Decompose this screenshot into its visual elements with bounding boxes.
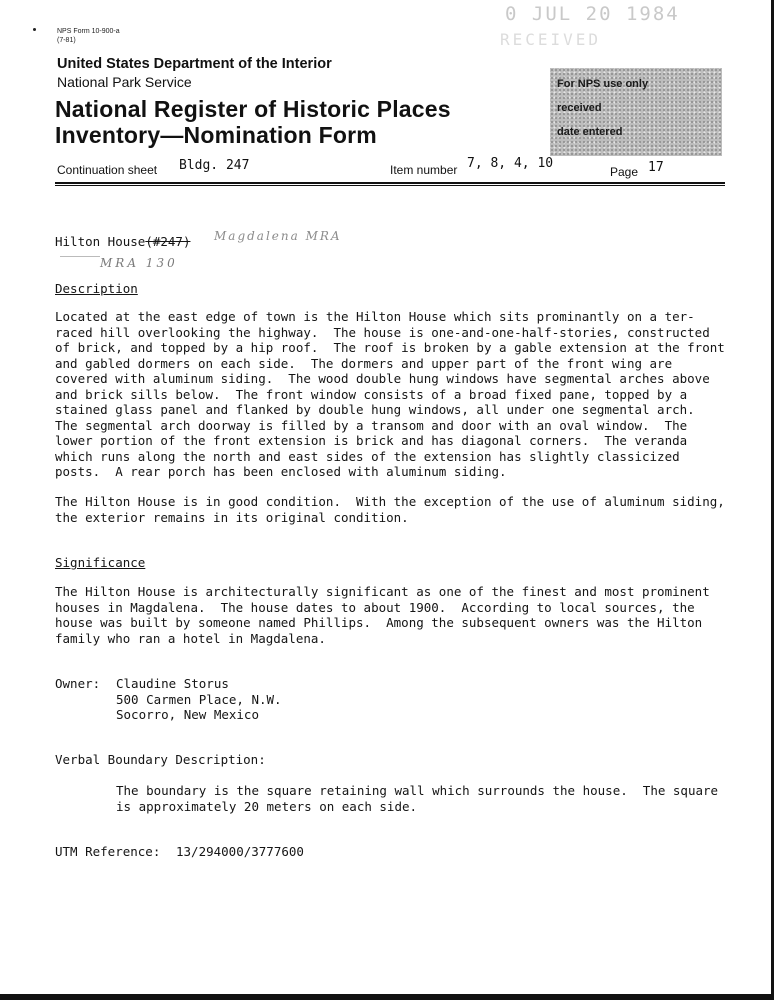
received-stamp: 0 JUL 20 1984 (505, 3, 680, 25)
handwritten-underline (60, 256, 100, 257)
struck-property-number: (#247) (145, 234, 191, 249)
date-entered-label: date entered (557, 126, 623, 138)
service-name: National Park Service (57, 74, 192, 90)
owner-address: Claudine Storus 500 Carmen Place, N.W. Socorro, New Mexico (116, 676, 282, 722)
description-heading: Description (55, 281, 138, 296)
received-label: received (557, 102, 602, 114)
form-date: (7-81) (57, 37, 76, 44)
header-rule-thin (55, 185, 725, 186)
form-number-block (57, 27, 120, 45)
form-title-line1: National Register of Historic Places (55, 96, 451, 122)
scan-edge-bottom (0, 994, 774, 1000)
significance-paragraph: The Hilton House is architecturally significant as one of the finest and most prominent houses in Magdalena. The house dates to about 1900. According to local sources, the house was built by someone named Phillips. Among the subsequent owners was the Hilton family who ran a hotel in Magdalena. (55, 584, 710, 646)
received-stamp-2: RECEIVED (500, 30, 602, 49)
item-number-value: 7, 8, 4, 10 (467, 156, 554, 171)
handwritten-annotation: Magdalena MRA (214, 229, 342, 243)
department-name: United States Department of the Interior (57, 56, 332, 72)
form-title-line2: Inventory—Nomination Form (55, 122, 377, 148)
significance-heading: Significance (55, 555, 146, 570)
utm-value: 13/294000/3777600 (176, 844, 304, 859)
description-paragraph-1: Located at the east edge of town is the Hilton House which sits prominantly on a ter- raced hill overlooking the highway. The house is one-and-one-half-stories, constructed of brick, and topped by a hip roof. The roof is broken by a gable extension at the front and gabled dormers on each side. The dormers and upper part of the front wing are covered with aluminum siding. The wood double hung windows have segmental arches above and brick sills below. The front window consists of a broad fixed pane, topped by a stained glass panel and flanked by double hung windows, all under one segmental arch. The segmental arch doorway is filled by a transom and door with an oval window. The lower portion of the front extension is brick and has diagonal corners. The veranda which runs along the north and east sides of the extension has slightly classicized posts. A rear porch has been enclosed with aluminum siding. (55, 309, 725, 479)
margin-mark (33, 28, 36, 31)
nps-use-only-box (550, 68, 722, 156)
page-label: Page (610, 165, 639, 179)
description-paragraph-2: The Hilton House is in good condition. With the exception of the use of aluminum siding, the exterior remains in its original condition. (55, 494, 725, 525)
owner-label: Owner: (55, 676, 101, 691)
boundary-label: Verbal Boundary Description: (55, 752, 266, 767)
boundary-description: The boundary is the square retaining wall which surrounds the house. The square is approximately 20 meters on each side. (116, 783, 719, 814)
property-name: Hilton House (55, 234, 146, 249)
form-number: NPS Form 10-900-a (57, 28, 120, 35)
continuation-sheet-label: Continuation sheet (57, 163, 158, 177)
header-rule (55, 182, 725, 184)
utm-label: UTM Reference: (55, 844, 161, 859)
continuation-sheet-value: Bldg. 247 (179, 158, 250, 173)
handwritten-annotation-2: MRA 130 (100, 256, 178, 270)
page-value: 17 (648, 160, 664, 175)
item-number-label: Item number (390, 163, 458, 177)
nps-use-only-label: For NPS use only (557, 78, 649, 90)
property-name-line (55, 234, 190, 250)
